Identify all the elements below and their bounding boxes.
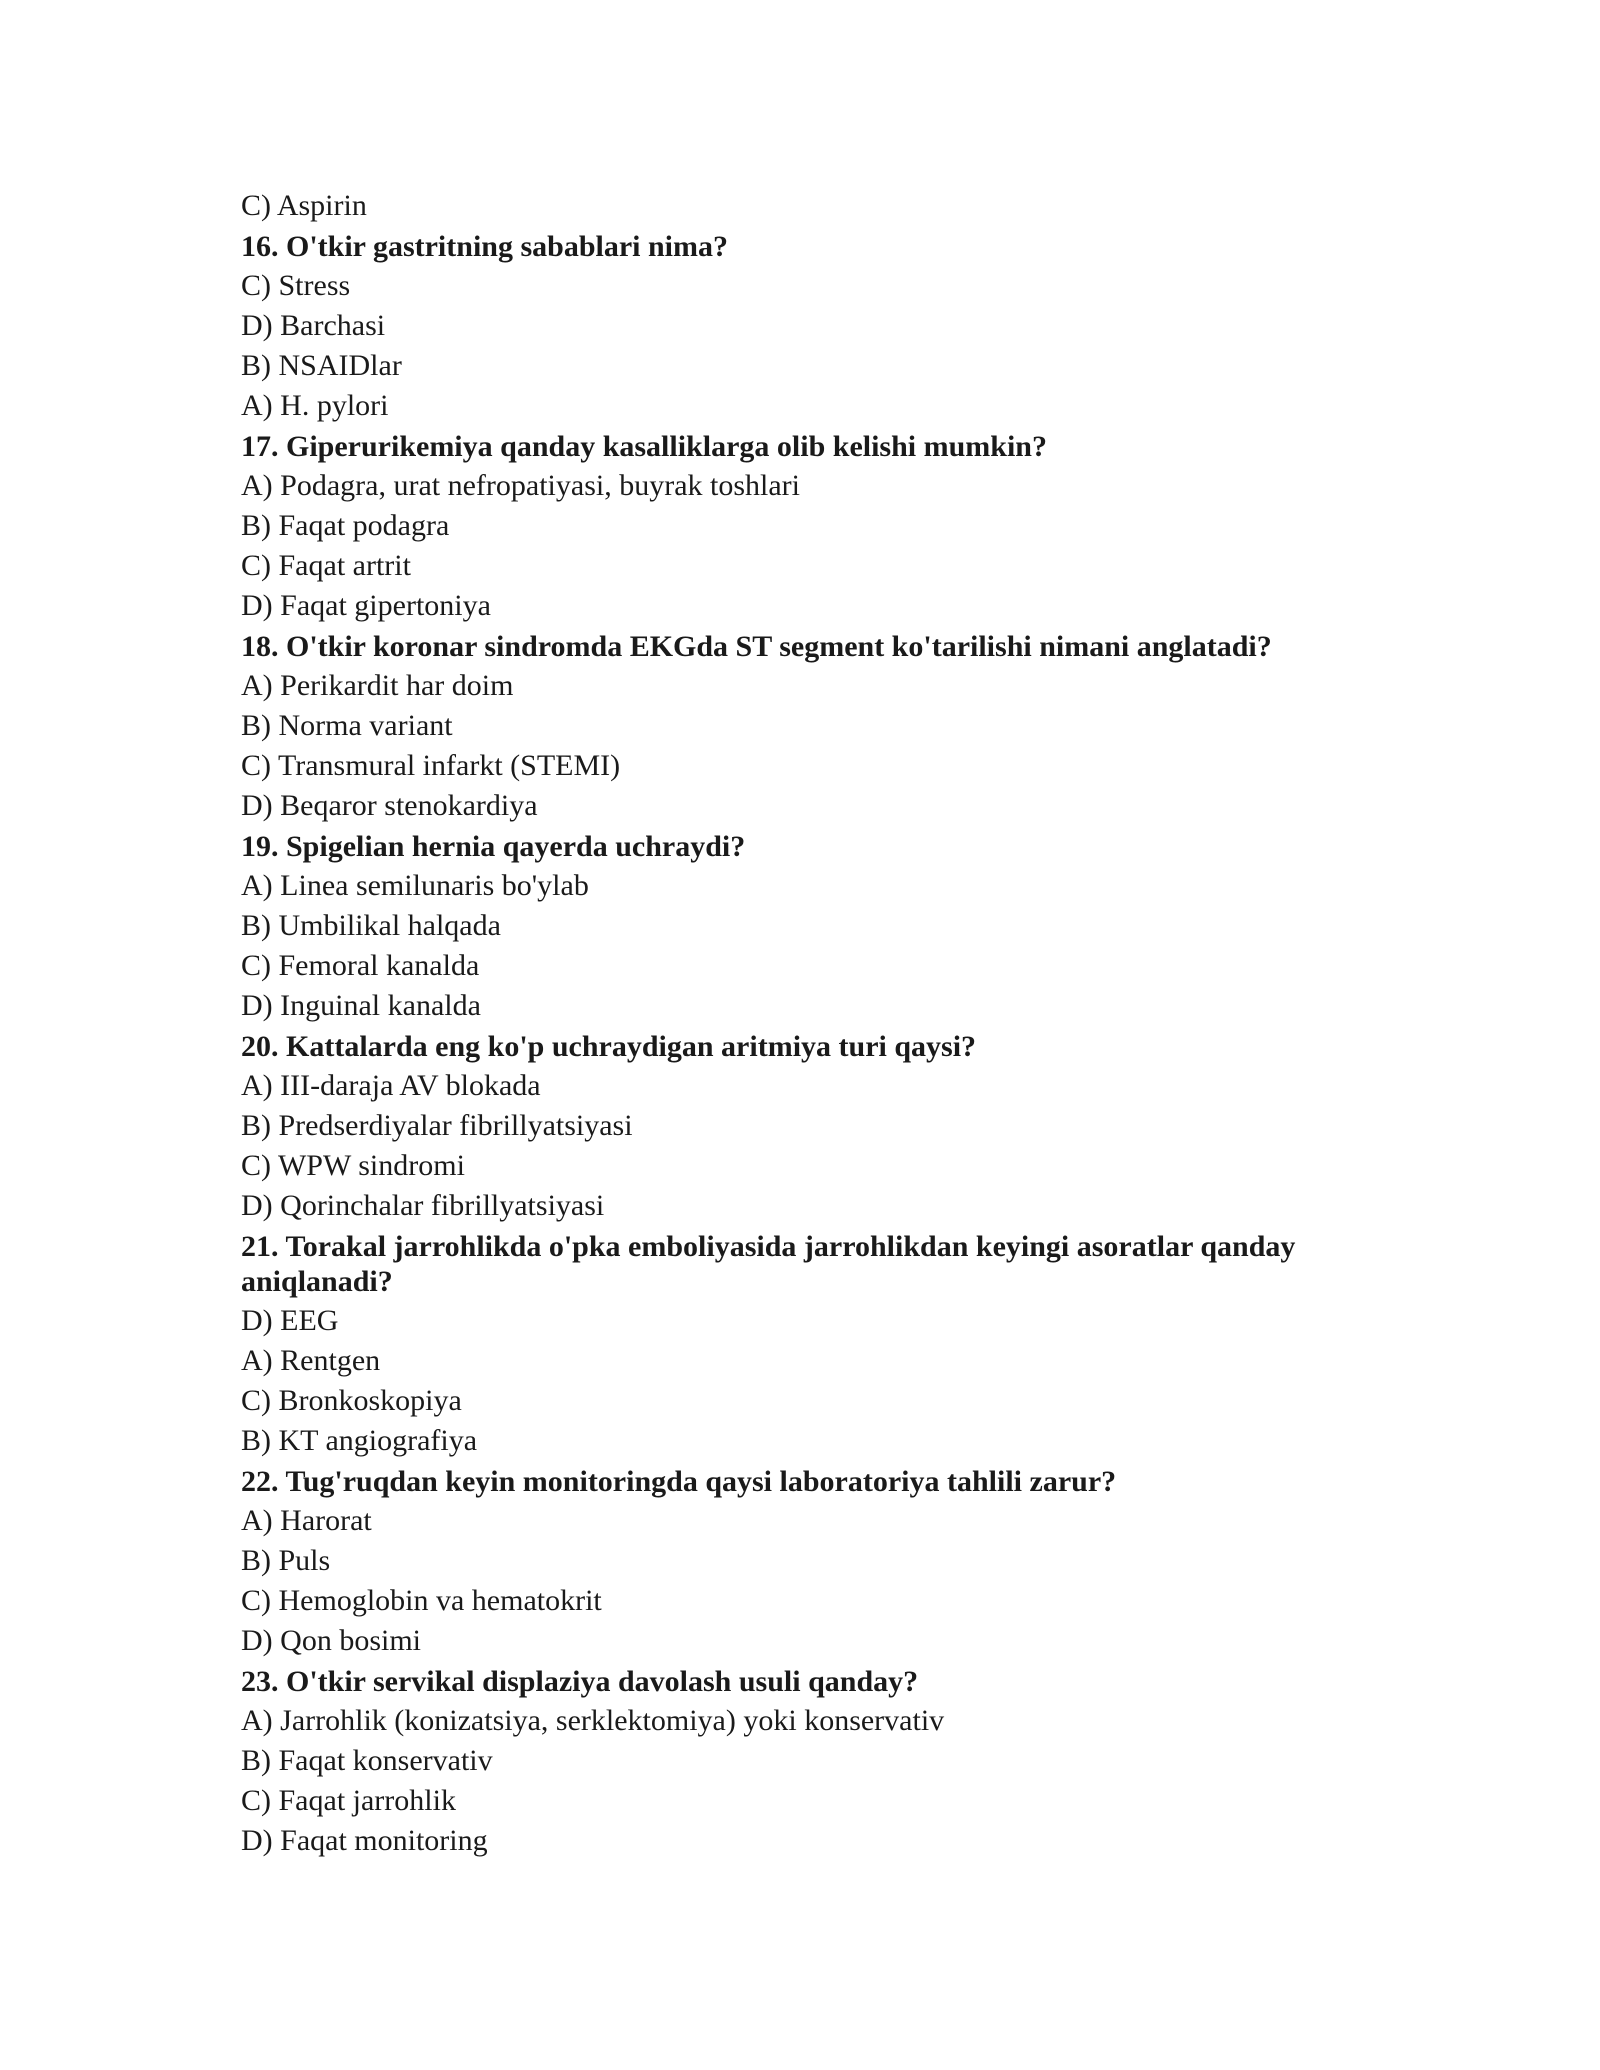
option: D) Beqaror stenokardiya — [241, 789, 538, 822]
option: A) Rentgen — [241, 1344, 381, 1377]
option: B) Norma variant — [241, 709, 453, 742]
option: C) Faqat artrit — [241, 549, 411, 582]
question-text: 18. O'tkir koronar sindromda EKGda ST segment ko'tarilishi nimani anglatadi? — [241, 630, 1272, 663]
option: D) EEG — [241, 1304, 339, 1337]
option: A) Linea semilunaris bo'ylab — [241, 869, 589, 902]
option: D) Faqat gipertoniya — [241, 589, 491, 622]
question-22 — [241, 1461, 1371, 1661]
question-16 — [241, 226, 1371, 426]
option: D) Faqat monitoring — [241, 1824, 488, 1857]
option: D) Inguinal kanalda — [241, 989, 481, 1022]
option: B) KT angiografiya — [241, 1424, 478, 1457]
question-text: 23. O'tkir servikal displaziya davolash usuli qanday? — [241, 1665, 919, 1698]
option: D) Barchasi — [241, 309, 386, 342]
question-18 — [241, 626, 1371, 826]
question-text: 19. Spigelian hernia qayerda uchraydi? — [241, 830, 746, 863]
option: B) Puls — [241, 1544, 331, 1577]
option: A) Harorat — [241, 1504, 372, 1537]
question-text: 16. O'tkir gastritning sabablari nima? — [241, 230, 729, 263]
option: A) Podagra, urat nefropatiyasi, buyrak toshlari — [241, 469, 800, 502]
option: B) Faqat podagra — [241, 509, 450, 542]
option: D) Qorinchalar fibrillyatsiyasi — [241, 1189, 605, 1222]
option: C) Hemoglobin va hematokrit — [241, 1584, 602, 1617]
option: B) Faqat konservativ — [241, 1744, 493, 1777]
quiz-content — [241, 186, 1371, 1861]
question-17 — [241, 426, 1371, 626]
option: B) Umbilikal halqada — [241, 909, 501, 942]
option: C) Faqat jarrohlik — [241, 1784, 456, 1817]
option: C) Stress — [241, 269, 351, 302]
question-20 — [241, 1026, 1371, 1226]
question-23 — [241, 1661, 1371, 1861]
option: C) Bronkoskopiya — [241, 1384, 462, 1417]
option: C) Femoral kanalda — [241, 949, 480, 982]
option: C) Transmural infarkt (STEMI) — [241, 749, 621, 782]
question-text: 22. Tug'ruqdan keyin monitoringda qaysi laboratoriya tahlili zarur? — [241, 1465, 1117, 1498]
option: A) H. pylori — [241, 389, 389, 422]
question-text: 17. Giperurikemiya qanday kasalliklarga olib kelishi mumkin? — [241, 430, 1047, 463]
option: A) III-daraja AV blokada — [241, 1069, 541, 1102]
question-text: 21. Torakal jarrohlikda o'pka emboliyasida jarrohlikdan keyingi asoratlar qanday aniqlanadi? — [241, 1230, 1296, 1298]
option: C) WPW sindromi — [241, 1149, 465, 1182]
question-19 — [241, 826, 1371, 1026]
question-21 — [241, 1226, 1371, 1461]
option: A) Jarrohlik (konizatsiya, serklektomiya) yoki konservativ — [241, 1704, 945, 1737]
option: B) Predserdiyalar fibrillyatsiyasi — [241, 1109, 633, 1142]
question-text: 20. Kattalarda eng ko'p uchraydigan aritmiya turi qaysi? — [241, 1030, 977, 1063]
lead-option: C) Aspirin — [241, 189, 367, 222]
option: A) Perikardit har doim — [241, 669, 514, 702]
option: D) Qon bosimi — [241, 1624, 421, 1657]
option: B) NSAIDlar — [241, 349, 402, 382]
